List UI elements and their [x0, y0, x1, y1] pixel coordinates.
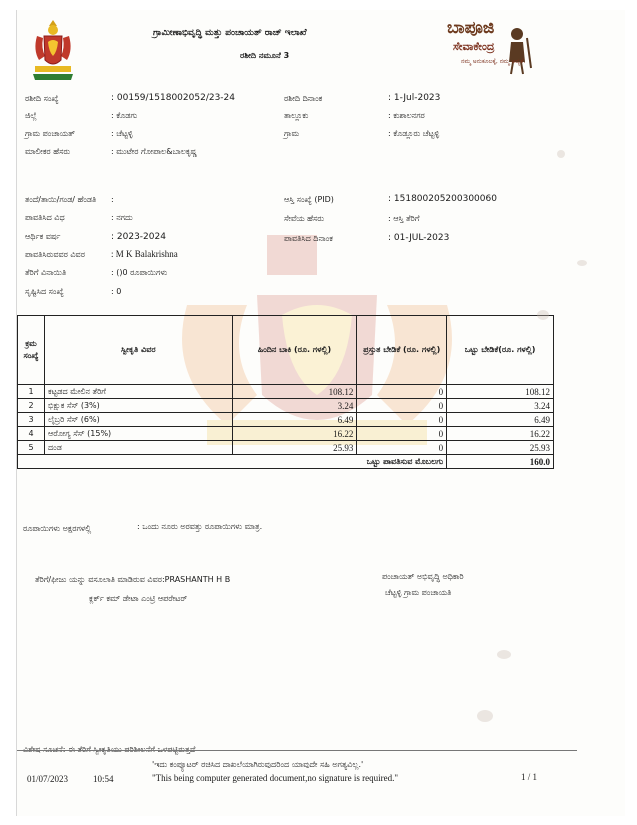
brand-tagline: ನಮ್ಮ ಅನುಕೂಲಕ್ಕೆ, ನಮ್ಮ ಆದ್ಯತೆ. — [461, 58, 526, 65]
karnataka-emblem-icon — [27, 16, 79, 84]
row-current: 0 — [357, 413, 447, 427]
department-title: ಗ್ರಾಮೀಣಾಭಿವೃದ್ಧಿ ಮತ್ತು ಪಂಚಾಯತ್ ರಾಜ್ ಇಲಾಖೆ — [153, 28, 307, 38]
header-total-demand: ಒಟ್ಟು ಬೇಡಿಕೆ(ರೂ. ಗಳಲ್ಲಿ) — [447, 316, 554, 385]
row-serial: 5 — [18, 441, 45, 455]
amount-words-label: ರೂಪಾಯಿಗಳು ಅಕ್ಷರಗಳಲ್ಲಿ — [23, 524, 92, 533]
relation-value: : — [111, 195, 114, 204]
header-current-demand: ಪ್ರಸ್ತುತ ಬೇಡಿಕೆ (ರೂ. ಗಳಲ್ಲಿ) — [357, 316, 447, 385]
created-number-value: : 0 — [111, 287, 122, 296]
tax-exemption-label: ತೆರಿಗೆ ವಿನಾಯಿತಿ — [25, 268, 67, 277]
table-row — [18, 441, 554, 455]
district-label: ಜಿಲ್ಲೆ — [25, 111, 37, 120]
property-id-value: : 151800205200300060 — [388, 194, 497, 204]
table-row — [18, 413, 554, 427]
owner-name-value: : ಮುಟೇರ ಗೋಪಾಲ&ಬಾಲಕೃಷ್ಣ — [111, 147, 198, 156]
row-description: ಲೈಬ್ರರಿ ಸೆಸ್ (6%) — [44, 413, 232, 427]
row-previous: 16.22 — [232, 427, 357, 441]
row-serial: 2 — [18, 399, 45, 413]
row-total: 3.24 — [447, 399, 554, 413]
row-total: 25.93 — [447, 441, 554, 455]
footer-time: 10:54 — [93, 774, 114, 784]
dues-table — [17, 315, 554, 469]
property-id-label: ಆಸ್ತಿ ಸಂಖ್ಯೆ (PID) — [284, 195, 334, 204]
row-description: ಆರೋಗ್ಯ ಸೆಸ್ (15%) — [44, 427, 232, 441]
table-total-row — [18, 455, 554, 469]
table-row — [18, 399, 554, 413]
amount-words-value: : ಒಂದು ನೂರು ಅರವತ್ತು ರೂಪಾಯಿಗಳು ಮಾತ್ರ. — [137, 522, 263, 531]
form-title: ರಶೀದಿ ನಮೂನೆ 3 — [240, 51, 290, 60]
total-label: ಒಟ್ಟು ಪಾವತಿಸುವ ಮೊಬಲಗು — [18, 455, 447, 469]
row-description: ಭಿಕ್ಷುಕ ಸೆಸ್ (3%) — [44, 399, 232, 413]
row-previous: 6.49 — [232, 413, 357, 427]
row-serial: 3 — [18, 413, 45, 427]
scan-spot — [577, 260, 587, 266]
paid-date-label: ಪಾವತಿಸಿದ ದಿನಾಂಕ — [284, 234, 333, 243]
footer-date: 01/07/2023 — [27, 774, 69, 784]
gram-panchayat-label: ಗ್ರಾಮ ಪಂಚಾಯತ್ — [25, 129, 76, 138]
receipt-number-value: : 00159/1518002052/23-24 — [111, 93, 236, 103]
table-row — [18, 427, 554, 441]
paid-date-value: : 01-JUL-2023 — [388, 233, 450, 243]
village-value: : ಕೊಡ್ಲೂರು ಚೆಟ್ಟಳ್ಳಿ — [388, 129, 440, 138]
row-current: 0 — [357, 427, 447, 441]
scan-spot — [557, 150, 565, 158]
row-description: ಕಟ್ಟಡದ ಮೇಲಿನ ತೆರಿಗೆ — [44, 385, 232, 399]
row-total: 108.12 — [447, 385, 554, 399]
collector-details: ತೆರಿಗೆ/ಫೀಜು ಯನ್ನು ವಸೂಲಾತಿ ಮಾಡಿರುವ ವಿವರ:PRASHANTH H B — [35, 575, 231, 584]
header-description: ಸ್ವೀಕೃತಿ ವಿವರ — [44, 316, 232, 385]
district-value: : ಕೊಡಗು — [111, 111, 138, 120]
row-current: 0 — [357, 441, 447, 455]
header-previous-balance: ಹಿಂದಿನ ಬಾಕಿ (ರೂ. ಗಳಲ್ಲಿ) — [232, 316, 357, 385]
row-total: 6.49 — [447, 413, 554, 427]
payer-label: ಪಾವತಿಸಿರುವವರ ವಿವರ — [25, 250, 85, 259]
row-previous: 25.93 — [232, 441, 357, 455]
footer-divider — [17, 750, 577, 751]
receipt-date-label: ರಶೀದಿ ದಿನಾಂಕ — [284, 94, 323, 103]
taluk-value: : ಕುಶಾಲನಗರ — [388, 111, 425, 120]
scan-spot — [477, 710, 493, 722]
financial-year-label: ಆರ್ಥಿಕ ವರ್ಷ — [25, 232, 61, 241]
payment-mode-value: : ನಗದು — [111, 213, 133, 222]
tax-exemption-value: : ()0 ರೂಪಾಯಿಗಳು — [111, 268, 168, 277]
special-note: ವಿಶೇಷ ಸೂಚನೆ: ಈ ತೆರಿಗೆ ಸ್ವೀಕೃತಿಯು ಪರಿಶೀಲನೆಗೆ ಒಳಪಟ್ಟಿರುತ್ತದೆ — [23, 745, 196, 754]
brand-name: ಬಾಪೂಜಿ — [447, 18, 495, 38]
collector-designation: ಕ್ಲರ್ಕ್ ಕಮ್ ಡೇಟಾ ಎಂಟ್ರಿ ಆಪರೇಟರ್ — [89, 594, 188, 603]
brand-subtitle: ಸೇವಾಕೇಂದ್ರ — [453, 40, 495, 53]
receipt-number-label: ರಶೀದಿ ಸಂಖ್ಯೆ — [25, 94, 59, 103]
taluk-label: ತಾಲ್ಲೂಕು — [284, 111, 309, 120]
village-label: ಗ್ರಾಮ — [284, 129, 300, 138]
row-previous: 108.12 — [232, 385, 357, 399]
footer-english-note: "This being computer generated document,no signature is required." — [152, 773, 399, 783]
created-number-label: ಸೃಷ್ಟಿಸಿದ ಸಂಖ್ಯೆ — [25, 287, 64, 296]
footer-kannada-note: 'ಇದು ಕಂಪ್ಯೂಟರ್ ರಚಿಸಿದ ದಾಖಲೆಯಾಗಿರುವುದರಿಂದ ಯಾವುದೇ ಸಹಿ ಅಗತ್ಯವಿಲ್ಲ.' — [152, 760, 364, 769]
payment-mode-label: ಪಾವತಿಸಿದ ವಿಧ — [25, 213, 65, 222]
relation-label: ತಂದೆ/ತಾಯಿ/ಗಂಡ/ ಹೆಂಡತಿ — [25, 195, 97, 204]
table-header-row — [18, 316, 554, 385]
row-previous: 3.24 — [232, 399, 357, 413]
row-current: 0 — [357, 399, 447, 413]
row-current: 0 — [357, 385, 447, 399]
row-description: ದಂಡ — [44, 441, 232, 455]
payer-value: : M K Balakrishna — [111, 249, 178, 259]
financial-year-value: : 2023-2024 — [111, 232, 166, 242]
table-row — [18, 385, 554, 399]
scan-spot — [497, 650, 511, 659]
gram-panchayat-value: : ಚೆಟ್ಟಳ್ಳಿ — [111, 129, 133, 138]
officer-designation: ಪಂಚಾಯತ್ ಅಭಿವೃದ್ಧಿ ಅಧಿಕಾರಿ — [382, 572, 464, 581]
service-name-value: : ಆಸ್ತಿ ತೆರಿಗೆ — [388, 214, 420, 223]
total-value: 160.0 — [447, 455, 554, 469]
receipt-page — [16, 10, 625, 816]
row-serial: 4 — [18, 427, 45, 441]
officer-office: ಚೆಟ್ಟಳ್ಳಿ ಗ್ರಾಮ ಪಂಚಾಯತಿ — [385, 588, 452, 597]
row-serial: 1 — [18, 385, 45, 399]
header-serial: ಕ್ರಮ ಸಂಖ್ಯೆ — [18, 316, 45, 385]
service-name-label: ಸೇವೆಯ ಹೆಸರು — [284, 214, 325, 223]
receipt-date-value: : 1-Jul-2023 — [388, 93, 441, 103]
footer-page-number: 1 / 1 — [521, 772, 538, 782]
scan-spot — [537, 310, 549, 320]
owner-name-label: ಮಾಲೀಕರ ಹೆಸರು — [25, 147, 71, 156]
row-total: 16.22 — [447, 427, 554, 441]
